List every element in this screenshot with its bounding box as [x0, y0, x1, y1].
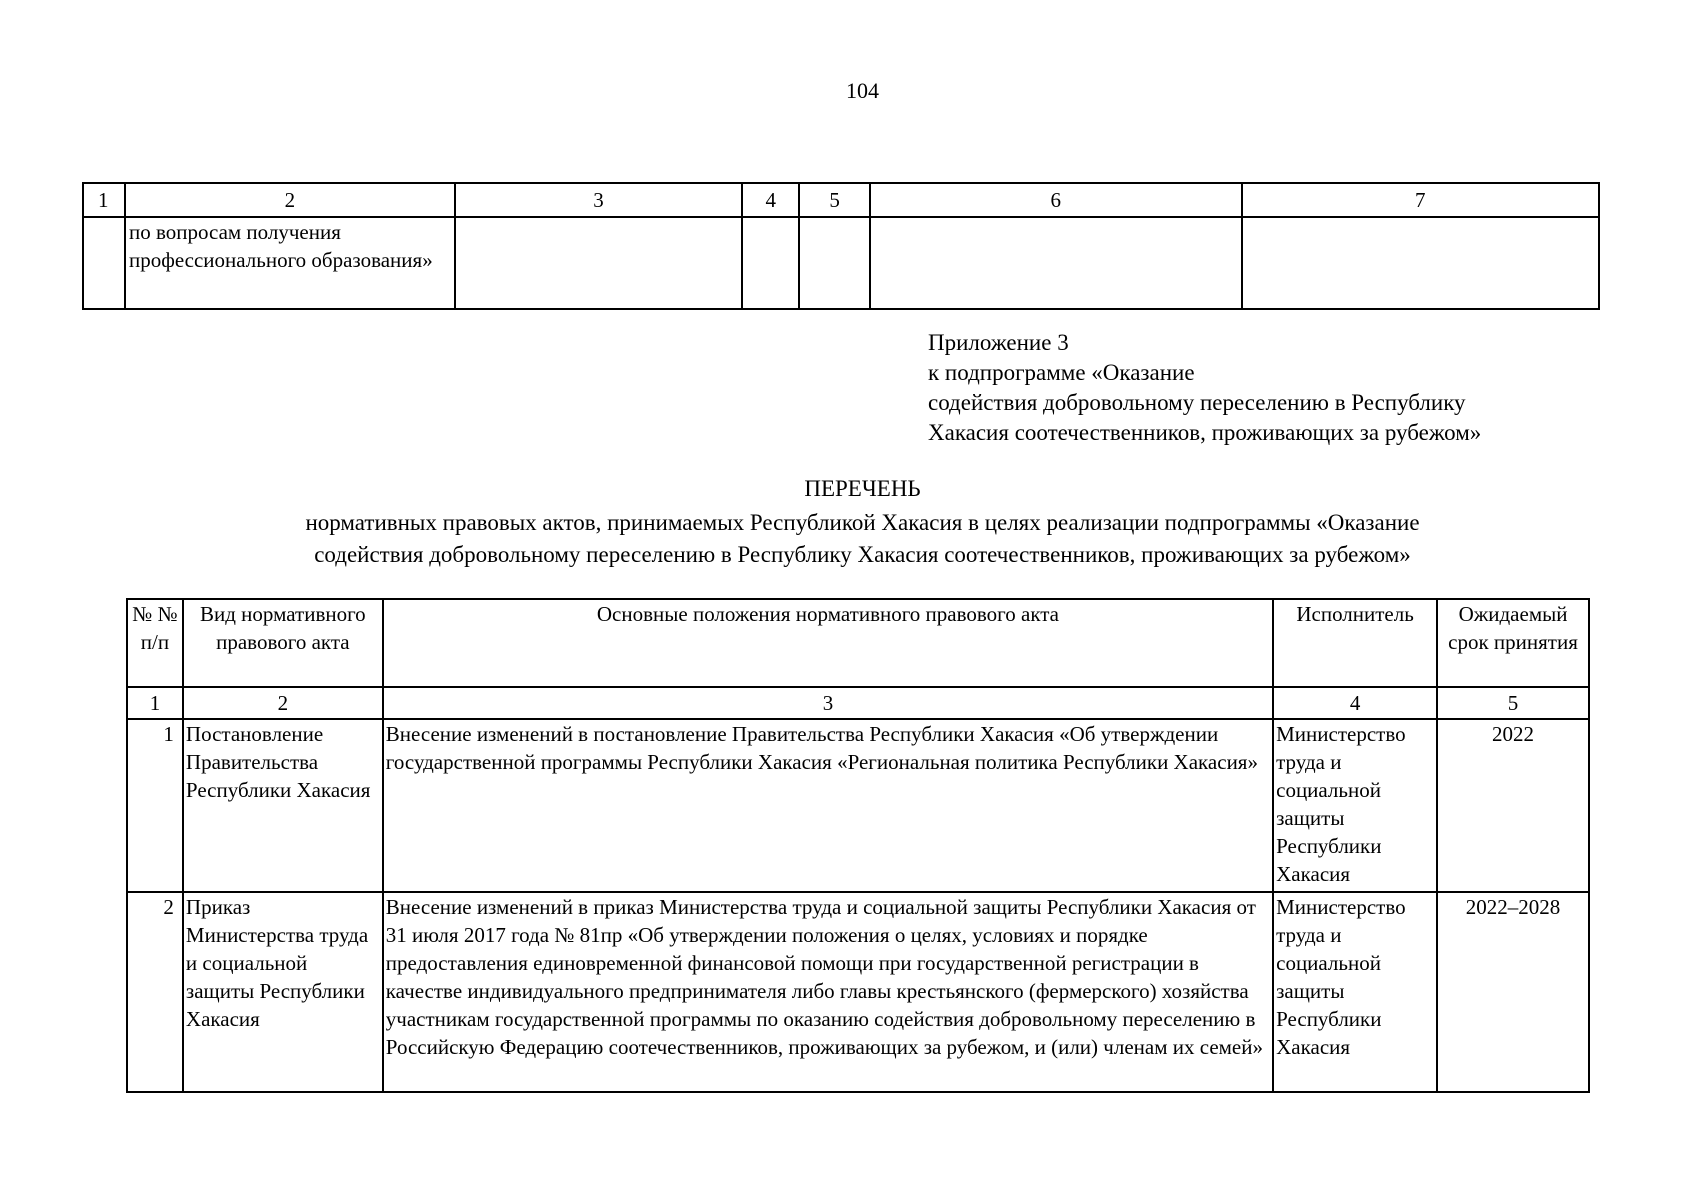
appendix-line: Приложение 3	[928, 330, 1069, 355]
act-content: Внесение изменений в постановление Правительства Республики Хакасия «Об утверждении государственной программы Республики Хакасия «Региональная политика Республики Хакасия»	[383, 719, 1273, 892]
table-row	[83, 217, 1599, 309]
table-cell: по вопросам получения профессионального образования»	[125, 217, 455, 309]
act-type: Постановление Правительства Республики Хакасия	[183, 719, 383, 892]
header-num: № № п/п	[127, 599, 183, 687]
table-row	[127, 719, 1589, 892]
table-cell	[455, 217, 743, 309]
col-number: 5	[799, 183, 870, 217]
col-number: 6	[870, 183, 1241, 217]
acts-table	[126, 598, 1590, 1093]
header-content: Основные положения нормативного правового акта	[383, 599, 1273, 687]
col-number: 7	[1242, 183, 1599, 217]
col-number: 3	[383, 687, 1273, 719]
table-cell	[83, 217, 125, 309]
col-number: 1	[83, 183, 125, 217]
act-executor: Министерство труда и социальной защиты Республики Хакасия	[1273, 892, 1437, 1092]
header-type: Вид нормативного правового акта	[183, 599, 383, 687]
table-row	[127, 892, 1589, 1092]
page-number: 104	[846, 78, 879, 103]
continuation-table	[82, 182, 1600, 310]
document-title: ПЕРЕЧЕНЬ	[804, 476, 921, 501]
col-number: 4	[1273, 687, 1437, 719]
continuation-table-header	[83, 183, 1599, 217]
table-cell	[870, 217, 1241, 309]
header-executor: Исполнитель	[1273, 599, 1437, 687]
table-cell	[1242, 217, 1599, 309]
col-number: 2	[125, 183, 455, 217]
act-term: 2022–2028	[1437, 892, 1589, 1092]
appendix-block	[928, 328, 1481, 448]
table-cell	[742, 217, 799, 309]
document-subtitle	[0, 507, 1698, 571]
subtitle-line: содействия добровольному переселению в Республику Хакасия соотечественников, проживающих за рубежом»	[314, 542, 1411, 567]
header-term: Ожидаемый срок принятия	[1437, 599, 1589, 687]
table-cell	[799, 217, 870, 309]
row-number: 1	[127, 719, 183, 892]
act-type: Приказ Министерства труда и социальной защиты Республики Хакасия	[183, 892, 383, 1092]
appendix-line: к подпрограмме «Оказание	[928, 360, 1195, 385]
table-header	[127, 599, 1589, 687]
col-number: 5	[1437, 687, 1589, 719]
act-term: 2022	[1437, 719, 1589, 892]
column-numbers-row	[127, 687, 1589, 719]
appendix-line: содействия добровольному переселению в Республику	[928, 390, 1466, 415]
col-number: 4	[742, 183, 799, 217]
col-number: 1	[127, 687, 183, 719]
col-number: 3	[455, 183, 743, 217]
subtitle-line: нормативных правовых актов, принимаемых Республикой Хакасия в целях реализации подпрограммы «Оказание	[305, 510, 1420, 535]
row-number: 2	[127, 892, 183, 1092]
act-content: Внесение изменений в приказ Министерства труда и социальной защиты Республики Хакасия от 31 июля 2017 года № 81пр «Об утверждении положения о целях, условиях и порядке предоставления единовременной финансовой помощи при государственной регистрации в качестве индивидуального предпринимателя либо главы крестьянского (фермерского) хозяйства участникам государственной программы по оказанию содействия добровольному переселению в Российскую Федерацию соотечественников, проживающих за рубежом, и (или) членам их семей»	[383, 892, 1273, 1092]
col-number: 2	[183, 687, 383, 719]
act-executor: Министерство труда и социальной защиты Республики Хакасия	[1273, 719, 1437, 892]
appendix-line: Хакасия соотечественников, проживающих за рубежом»	[928, 420, 1482, 445]
